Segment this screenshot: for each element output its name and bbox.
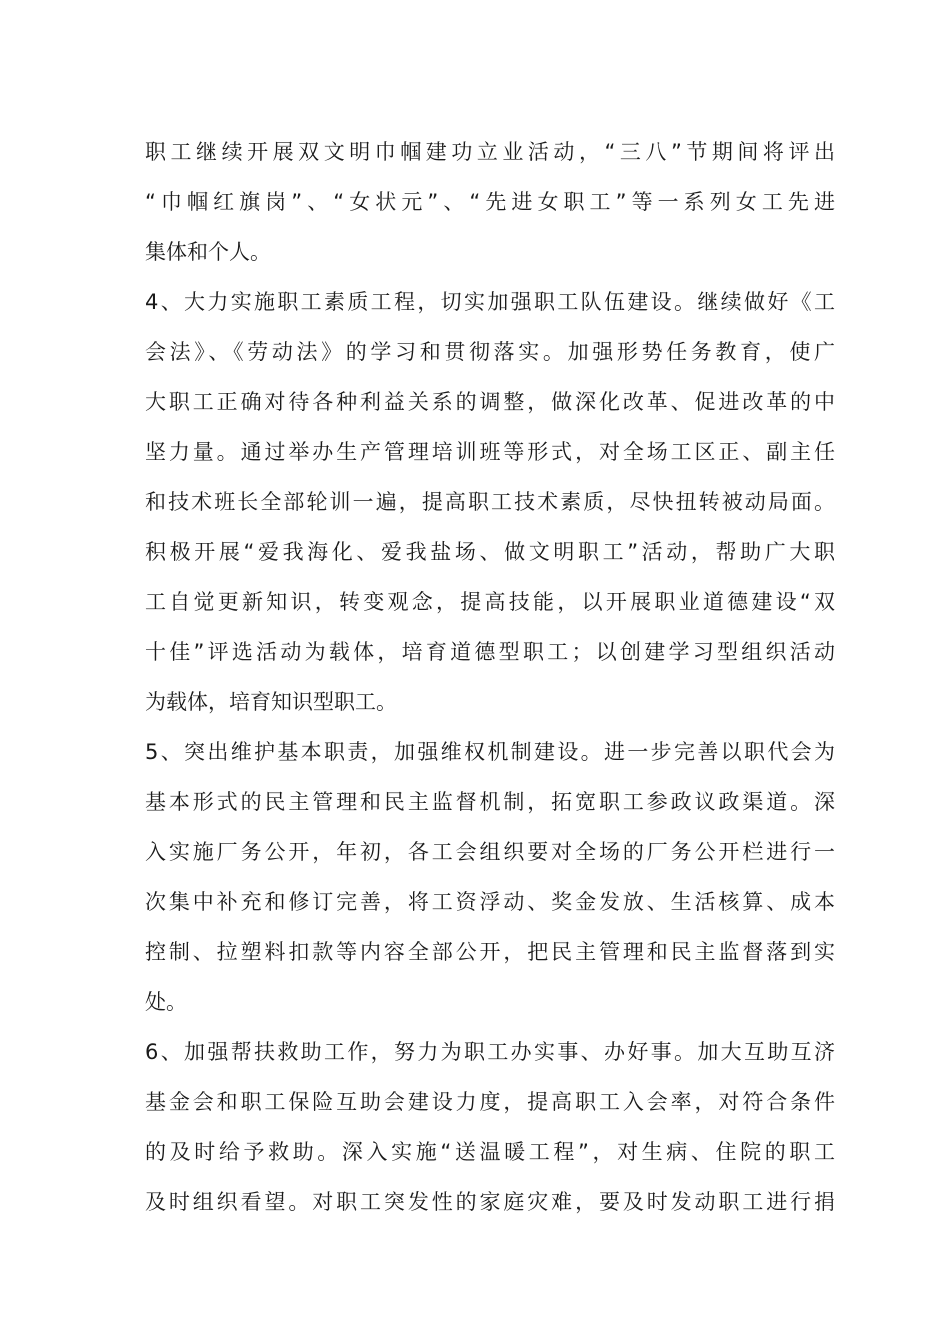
- text-line: 基本形式的民主管理和民主监督机制，拓宽职工参政议政渠道。深: [145, 790, 835, 814]
- text-line: “巾帼红旗岗”、“女状元”、“先进女职工”等一系列女工先进: [145, 190, 835, 214]
- text-line: 处。: [145, 990, 187, 1014]
- text-line: 入实施厂务公开，年初，各工会组织要对全场的厂务公开栏进行一: [145, 840, 835, 864]
- paragraph-4-start: 4、大力实施职工素质工程，切实加强职工队伍建设。继续做好《工: [145, 290, 835, 314]
- text-line: 工自觉更新知识，转变观念，提高技能，以开展职业道德建设“双: [145, 590, 835, 614]
- text-line: 控制、拉塑料扣款等内容全部公开，把民主管理和民主监督落到实: [145, 940, 835, 964]
- text-line: 基金会和职工保险互助会建设力度，提高职工入会率，对符合条件: [145, 1090, 835, 1114]
- text-line: 为载体，培育知识型职工。: [145, 690, 397, 714]
- text-line: 坚力量。通过举办生产管理培训班等形式，对全场工区正、副主任: [145, 440, 835, 464]
- text-line: 大职工正确对待各种利益关系的调整，做深化改革、促进改革的中: [145, 390, 835, 414]
- text-line: 次集中补充和修订完善，将工资浮动、奖金发放、生活核算、成本: [145, 890, 835, 914]
- text-line: 和技术班长全部轮训一遍，提高职工技术素质，尽快扭转被动局面。: [145, 490, 835, 514]
- paragraph-6-start: 6、加强帮扶救助工作，努力为职工办实事、办好事。加大互助互济: [145, 1040, 835, 1064]
- text-line: 的及时给予救助。深入实施“送温暖工程”，对生病、住院的职工: [145, 1140, 835, 1164]
- text-line: 集体和个人。: [145, 240, 271, 264]
- text-line: 十佳”评选活动为载体，培育道德型职工；以创建学习型组织活动: [145, 640, 835, 664]
- text-line: 会法》、《劳动法》的学习和贯彻落实。加强形势任务教育，使广: [145, 340, 835, 364]
- text-line: 职工继续开展双文明巾帼建功立业活动，“三八”节期间将评出: [145, 140, 835, 164]
- paragraph-5-start: 5、突出维护基本职责，加强维权机制建设。进一步完善以职代会为: [145, 740, 835, 764]
- text-line: 及时组织看望。对职工突发性的家庭灾难，要及时发动职工进行捐: [145, 1190, 835, 1214]
- text-line: 积极开展“爱我海化、爱我盐场、做文明职工”活动，帮助广大职: [145, 540, 835, 564]
